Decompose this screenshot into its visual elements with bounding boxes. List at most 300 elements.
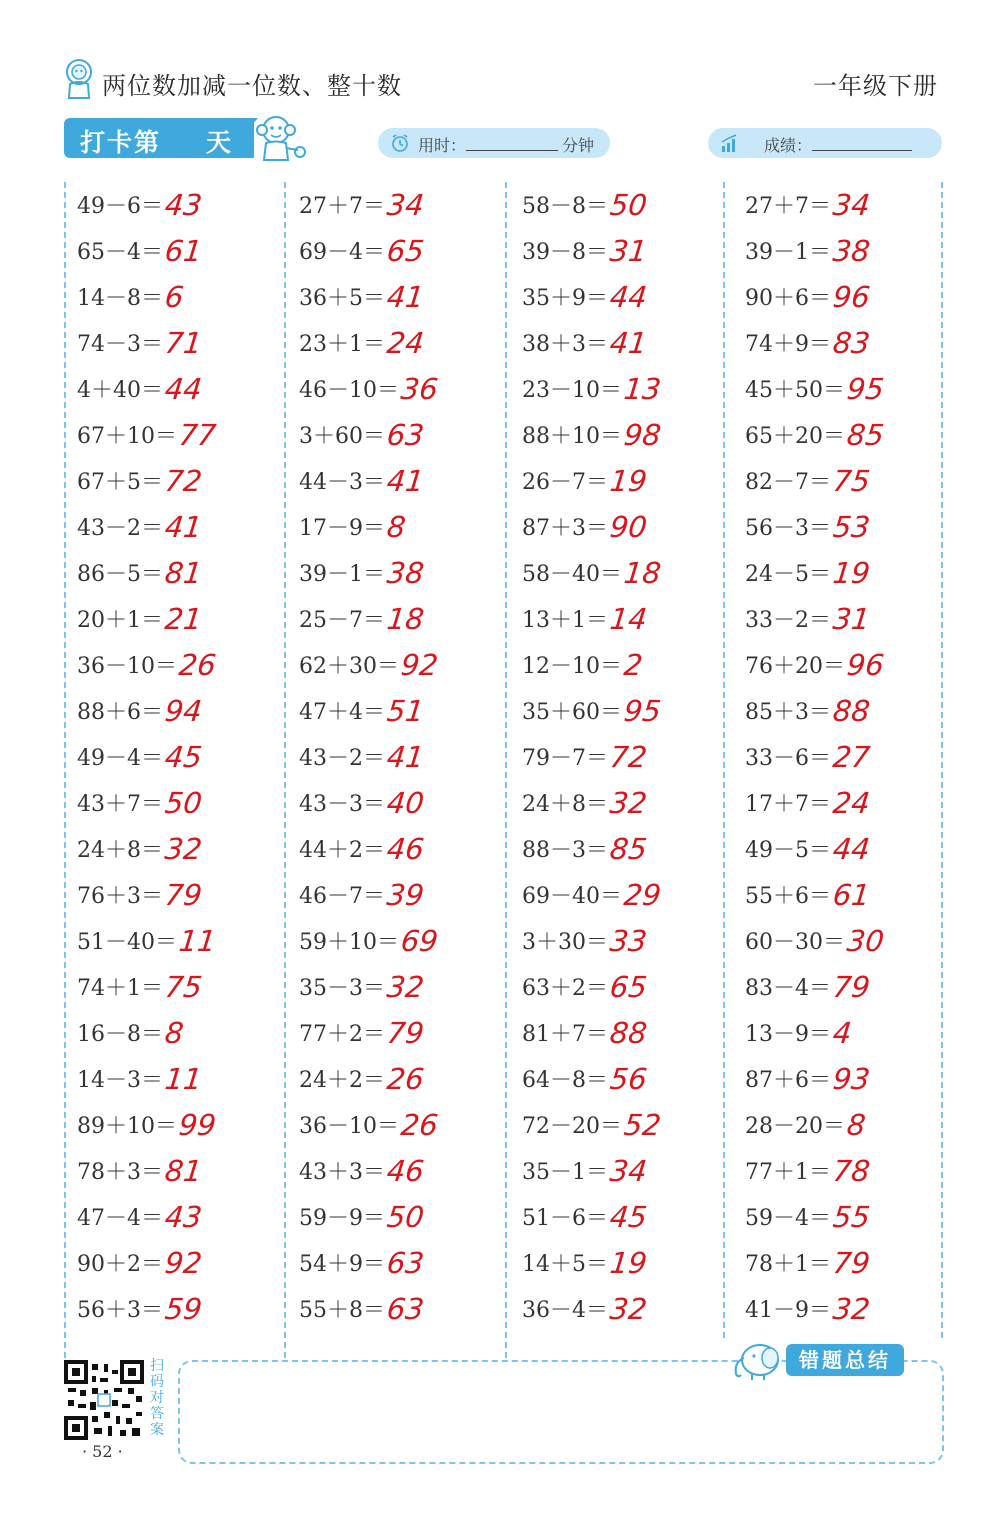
handwritten-answer[interactable]: 77: [177, 418, 218, 452]
exercise-question: 25－7＝: [299, 608, 385, 633]
handwritten-answer[interactable]: 8: [163, 1016, 186, 1050]
exercise-equation: [745, 740, 870, 774]
exercise-row: [522, 1006, 732, 1052]
exercise-equation: [745, 924, 884, 958]
handwritten-answer[interactable]: 21: [163, 602, 204, 636]
handwritten-answer[interactable]: 85: [845, 418, 886, 452]
handwritten-answer[interactable]: 34: [608, 1154, 649, 1188]
exercise-equation: [299, 832, 424, 866]
handwritten-answer[interactable]: 44: [608, 280, 649, 314]
exercise-question: 56－3＝: [745, 516, 831, 541]
exercise-question: 62＋30＝: [299, 654, 399, 679]
handwritten-answer[interactable]: 83: [831, 326, 872, 360]
exercise-row: [522, 362, 732, 408]
handwritten-answer[interactable]: 99: [177, 1108, 218, 1142]
handwritten-answer[interactable]: 79: [831, 970, 872, 1004]
exercise-question: 63＋2＝: [522, 976, 608, 1001]
exercise-equation: [745, 1154, 870, 1188]
exercise-row: [522, 454, 732, 500]
exercise-row: [745, 362, 955, 408]
exercise-row: [522, 1098, 732, 1144]
exercise-question: 4＋40＝: [77, 378, 163, 403]
handwritten-answer[interactable]: 65: [608, 970, 649, 1004]
exercise-row: [77, 316, 287, 362]
alarm-clock-icon: [390, 133, 410, 153]
exercise-question: 45＋50＝: [745, 378, 845, 403]
exercise-row: [745, 960, 955, 1006]
exercise-question: 59－4＝: [745, 1206, 831, 1231]
exercise-row: [745, 1190, 955, 1236]
exercise-question: 76＋20＝: [745, 654, 845, 679]
handwritten-answer[interactable]: 88: [608, 1016, 649, 1050]
exercise-equation: [77, 372, 202, 406]
exercise-equation: [299, 878, 424, 912]
exercise-question: 20＋1＝: [77, 608, 163, 633]
exercise-row: [522, 638, 732, 684]
exercise-question: 64－8＝: [522, 1068, 608, 1093]
exercise-question: 17－9＝: [299, 516, 385, 541]
exercise-equation: [77, 280, 186, 314]
exercise-row: [299, 730, 509, 776]
handwritten-answer[interactable]: 69: [399, 924, 440, 958]
exercise-equation: [522, 1154, 647, 1188]
exercise-equation: [299, 694, 424, 728]
exercise-equation: [299, 1154, 424, 1188]
exercise-equation: [522, 832, 647, 866]
exercise-equation: [77, 326, 202, 360]
exercise-row: [77, 1282, 287, 1328]
exercise-row: [745, 546, 955, 592]
handwritten-answer[interactable]: 38: [385, 556, 426, 590]
exercise-row: [745, 178, 955, 224]
exercise-equation: [299, 510, 408, 544]
exercise-question: 36－4＝: [522, 1298, 608, 1323]
exercise-row: [299, 1282, 509, 1328]
exercise-row: [77, 960, 287, 1006]
handwritten-answer[interactable]: 33: [608, 924, 649, 958]
exercise-row: [522, 822, 732, 868]
exercise-equation: [299, 464, 424, 498]
exercise-row: [522, 1282, 732, 1328]
handwritten-answer[interactable]: 72: [608, 740, 649, 774]
exercise-question: 51－6＝: [522, 1206, 608, 1231]
handwritten-answer[interactable]: 11: [163, 1062, 204, 1096]
exercise-row: [745, 1052, 955, 1098]
handwritten-answer[interactable]: 46: [385, 1154, 426, 1188]
handwritten-answer[interactable]: 14: [608, 602, 649, 636]
lion-mascot-icon: [62, 58, 96, 100]
checkin-day-word: 天: [206, 128, 232, 157]
handwritten-answer[interactable]: 36: [399, 372, 440, 406]
score-label: 成绩：: [764, 136, 813, 155]
handwritten-answer[interactable]: 50: [608, 188, 649, 222]
exercise-row: [745, 914, 955, 960]
exercise-row: [522, 1236, 732, 1282]
exercise-equation: [77, 740, 202, 774]
exercise-equation: [77, 1200, 202, 1234]
handwritten-answer[interactable]: 39: [385, 878, 426, 912]
exercise-question: 26－7＝: [522, 470, 608, 495]
exercise-equation: [745, 1292, 870, 1326]
column-divider: [64, 182, 66, 1358]
handwritten-answer[interactable]: 50: [163, 786, 204, 820]
handwritten-answer[interactable]: 34: [385, 188, 426, 222]
handwritten-answer[interactable]: 32: [608, 786, 649, 820]
handwritten-answer[interactable]: 32: [163, 832, 204, 866]
handwritten-answer[interactable]: 8: [385, 510, 408, 544]
exercise-equation: [77, 510, 202, 544]
exercise-question: 36－10＝: [77, 654, 177, 679]
handwritten-answer[interactable]: 41: [163, 510, 204, 544]
handwritten-answer[interactable]: 24: [385, 326, 426, 360]
exercise-question: 35＋60＝: [522, 700, 622, 725]
handwritten-answer[interactable]: 72: [163, 464, 204, 498]
exercise-row: [745, 684, 955, 730]
handwritten-answer[interactable]: 27: [831, 740, 872, 774]
handwritten-answer[interactable]: 55: [831, 1200, 872, 1234]
exercise-row: [77, 1236, 287, 1282]
handwritten-answer[interactable]: 24: [831, 786, 872, 820]
exercise-equation: [745, 694, 870, 728]
exercise-question: 83－4＝: [745, 976, 831, 1001]
exercise-row: [745, 638, 955, 684]
exercise-row: [522, 224, 732, 270]
exercise-column-4: [745, 178, 955, 1328]
exercise-row: [299, 1144, 509, 1190]
exercise-row: [299, 960, 509, 1006]
handwritten-answer[interactable]: 88: [831, 694, 872, 728]
exercise-equation: [299, 648, 438, 682]
exercise-question: 69－40＝: [522, 884, 622, 909]
exercise-row: [745, 868, 955, 914]
handwritten-answer[interactable]: 75: [163, 970, 204, 1004]
handwritten-answer[interactable]: 94: [163, 694, 204, 728]
exercise-question: 58－8＝: [522, 194, 608, 219]
exercise-row: [522, 270, 732, 316]
exercise-equation: [299, 556, 424, 590]
exercise-row: [522, 1052, 732, 1098]
handwritten-answer[interactable]: 4: [831, 1016, 854, 1050]
exercise-equation: [745, 1246, 870, 1280]
handwritten-answer[interactable]: 8: [845, 1108, 868, 1142]
exercise-row: [77, 270, 287, 316]
exercise-equation: [77, 694, 202, 728]
exercise-row: [299, 592, 509, 638]
exercise-question: 60－30＝: [745, 930, 845, 955]
exercise-equation: [522, 1292, 647, 1326]
handwritten-answer[interactable]: 92: [163, 1246, 204, 1280]
handwritten-answer[interactable]: 44: [831, 832, 872, 866]
handwritten-answer[interactable]: 32: [831, 1292, 872, 1326]
time-field: [378, 128, 610, 158]
handwritten-answer[interactable]: 32: [385, 970, 426, 1004]
exercise-equation: [77, 1062, 202, 1096]
handwritten-answer[interactable]: 18: [385, 602, 426, 636]
exercise-question: 33－6＝: [745, 746, 831, 771]
handwritten-answer[interactable]: 45: [608, 1200, 649, 1234]
handwritten-answer[interactable]: 18: [622, 556, 663, 590]
handwritten-answer[interactable]: 85: [608, 832, 649, 866]
handwritten-answer[interactable]: 11: [177, 924, 218, 958]
exercise-row: [77, 1006, 287, 1052]
handwritten-answer[interactable]: 56: [608, 1062, 649, 1096]
exercise-question: 59－9＝: [299, 1206, 385, 1231]
exercise-row: [522, 546, 732, 592]
exercise-row: [77, 914, 287, 960]
exercise-equation: [745, 556, 870, 590]
exercise-equation: [522, 1016, 647, 1050]
handwritten-answer[interactable]: 92: [399, 648, 440, 682]
handwritten-answer[interactable]: 95: [845, 372, 886, 406]
handwritten-answer[interactable]: 63: [385, 1246, 426, 1280]
handwritten-answer[interactable]: 32: [608, 1292, 649, 1326]
handwritten-answer[interactable]: 41: [385, 740, 426, 774]
exercise-equation: [77, 1154, 202, 1188]
handwritten-answer[interactable]: 44: [163, 372, 204, 406]
exercise-equation: [745, 418, 884, 452]
handwritten-answer[interactable]: 26: [399, 1108, 440, 1142]
handwritten-answer[interactable]: 41: [385, 280, 426, 314]
exercise-equation: [77, 234, 202, 268]
handwritten-answer[interactable]: 79: [385, 1016, 426, 1050]
exercise-question: 67＋5＝: [77, 470, 163, 495]
score-blank[interactable]: [812, 150, 912, 151]
exercise-question: 13－9＝: [745, 1022, 831, 1047]
handwritten-answer[interactable]: 19: [831, 556, 872, 590]
exercise-question: 49－4＝: [77, 746, 163, 771]
exercise-row: [77, 1098, 287, 1144]
exercise-equation: [745, 1016, 854, 1050]
handwritten-answer[interactable]: 59: [163, 1292, 204, 1326]
exercise-equation: [77, 1016, 186, 1050]
exercise-equation: [745, 832, 870, 866]
exercise-equation: [522, 602, 647, 636]
handwritten-answer[interactable]: 63: [385, 1292, 426, 1326]
exercise-equation: [522, 1246, 647, 1280]
handwritten-answer[interactable]: 30: [845, 924, 886, 958]
exercise-row: [299, 638, 509, 684]
exercise-question: 85＋3＝: [745, 700, 831, 725]
exercise-question: 3＋60＝: [299, 424, 385, 449]
exercise-row: [299, 500, 509, 546]
exercise-equation: [299, 924, 438, 958]
exercise-equation: [745, 1062, 870, 1096]
exercise-row: [299, 408, 509, 454]
handwritten-answer[interactable]: 13: [622, 372, 663, 406]
exercise-question: 35－1＝: [522, 1160, 608, 1185]
handwritten-answer[interactable]: 96: [831, 280, 872, 314]
handwritten-answer[interactable]: 34: [831, 188, 872, 222]
handwritten-answer[interactable]: 61: [831, 878, 872, 912]
exercise-row: [522, 500, 732, 546]
exercise-question: 14－8＝: [77, 286, 163, 311]
exercise-equation: [299, 234, 424, 268]
handwritten-answer[interactable]: 78: [831, 1154, 872, 1188]
exercise-question: 65－4＝: [77, 240, 163, 265]
exercise-question: 16－8＝: [77, 1022, 163, 1047]
handwritten-answer[interactable]: 46: [385, 832, 426, 866]
exercise-question: 56＋3＝: [77, 1298, 163, 1323]
exercise-row: [745, 500, 955, 546]
exercise-equation: [522, 280, 647, 314]
exercise-row: [522, 914, 732, 960]
handwritten-answer[interactable]: 31: [831, 602, 872, 636]
exercise-question: 13＋1＝: [522, 608, 608, 633]
exercise-row: [745, 316, 955, 362]
exercise-question: 72－20＝: [522, 1114, 622, 1139]
handwritten-answer[interactable]: 95: [622, 694, 663, 728]
bar-chart-icon: [720, 133, 740, 153]
exercise-equation: [77, 1108, 216, 1142]
time-blank[interactable]: [466, 150, 558, 151]
exercise-question: 24＋8＝: [77, 838, 163, 863]
exercise-row: [522, 730, 732, 776]
checkin-label: 打卡第: [80, 128, 162, 157]
monkey-mascot-icon: [252, 112, 312, 166]
exercise-equation: [77, 924, 216, 958]
exercise-row: [299, 224, 509, 270]
exercise-equation: [522, 878, 661, 912]
exercise-row: [745, 1282, 955, 1328]
handwritten-answer[interactable]: 41: [608, 326, 649, 360]
exercise-equation: [299, 1246, 424, 1280]
exercise-equation: [299, 1292, 424, 1326]
exercise-equation: [299, 602, 424, 636]
handwritten-answer[interactable]: 38: [831, 234, 872, 268]
handwritten-answer[interactable]: 26: [177, 648, 218, 682]
exercise-equation: [745, 1108, 868, 1142]
handwritten-answer[interactable]: 96: [845, 648, 886, 682]
handwritten-answer[interactable]: 40: [385, 786, 426, 820]
exercise-row: [77, 178, 287, 224]
handwritten-answer[interactable]: 65: [385, 234, 426, 268]
qr-code-icon[interactable]: [64, 1360, 144, 1440]
exercise-question: 36－10＝: [299, 1114, 399, 1139]
handwritten-answer[interactable]: 63: [385, 418, 426, 452]
exercise-equation: [299, 372, 438, 406]
exercise-row: [745, 776, 955, 822]
exercise-equation: [522, 1200, 647, 1234]
exercise-equation: [522, 786, 647, 820]
mistake-summary-label: 错题总结: [786, 1344, 904, 1376]
exercise-question: 27＋7＝: [745, 194, 831, 219]
exercise-equation: [745, 510, 870, 544]
exercise-column-3: [522, 178, 732, 1328]
handwritten-answer[interactable]: 61: [163, 234, 204, 268]
handwritten-answer[interactable]: 81: [163, 556, 204, 590]
exercise-equation: [745, 970, 870, 1004]
handwritten-answer[interactable]: 2: [622, 648, 645, 682]
exercise-row: [299, 822, 509, 868]
exercise-equation: [745, 188, 870, 222]
exercise-equation: [522, 234, 647, 268]
handwritten-answer[interactable]: 6: [163, 280, 186, 314]
exercise-row: [299, 776, 509, 822]
exercise-equation: [522, 924, 647, 958]
exercise-row: [77, 592, 287, 638]
exercise-question: 24＋8＝: [522, 792, 608, 817]
handwritten-answer[interactable]: 26: [385, 1062, 426, 1096]
exercise-row: [77, 868, 287, 914]
exercise-question: 74＋9＝: [745, 332, 831, 357]
exercise-row: [745, 1098, 955, 1144]
handwritten-answer[interactable]: 75: [831, 464, 872, 498]
handwritten-answer[interactable]: 29: [622, 878, 663, 912]
exercise-question: 76＋3＝: [77, 884, 163, 909]
exercise-equation: [745, 464, 870, 498]
exercise-equation: [522, 740, 647, 774]
exercise-question: 43＋3＝: [299, 1160, 385, 1185]
exercise-row: [522, 684, 732, 730]
page-number: · 52 ·: [82, 1442, 123, 1461]
exercise-row: [77, 776, 287, 822]
exercise-question: 67＋10＝: [77, 424, 177, 449]
exercise-row: [522, 178, 732, 224]
handwritten-answer[interactable]: 71: [163, 326, 204, 360]
handwritten-answer[interactable]: 31: [608, 234, 649, 268]
exercise-equation: [299, 326, 424, 360]
exercise-question: 43－2＝: [77, 516, 163, 541]
exercise-question: 74－3＝: [77, 332, 163, 357]
exercise-row: [77, 454, 287, 500]
exercise-equation: [522, 510, 647, 544]
exercise-row: [299, 1190, 509, 1236]
exercise-equation: [522, 188, 647, 222]
handwritten-answer[interactable]: 53: [831, 510, 872, 544]
handwritten-answer[interactable]: 45: [163, 740, 204, 774]
exercise-row: [299, 684, 509, 730]
exercise-question: 46－7＝: [299, 884, 385, 909]
exercise-question: 55＋8＝: [299, 1298, 385, 1323]
handwritten-answer[interactable]: 81: [163, 1154, 204, 1188]
exercise-equation: [77, 1246, 202, 1280]
exercise-row: [77, 1144, 287, 1190]
exercise-row: [299, 316, 509, 362]
exercise-question: 77＋1＝: [745, 1160, 831, 1185]
exercise-row: [745, 408, 955, 454]
exercise-question: 79－7＝: [522, 746, 608, 771]
handwritten-answer[interactable]: 51: [385, 694, 426, 728]
handwritten-answer[interactable]: 79: [831, 1246, 872, 1280]
handwritten-answer[interactable]: 79: [163, 878, 204, 912]
exercise-equation: [77, 970, 202, 1004]
handwritten-answer[interactable]: 43: [163, 188, 204, 222]
exercise-question: 44－3＝: [299, 470, 385, 495]
handwritten-answer[interactable]: 93: [831, 1062, 872, 1096]
exercise-question: 28－20＝: [745, 1114, 845, 1139]
handwritten-answer[interactable]: 52: [622, 1108, 663, 1142]
handwritten-answer[interactable]: 90: [608, 510, 649, 544]
handwritten-answer[interactable]: 98: [622, 418, 663, 452]
exercise-equation: [745, 786, 870, 820]
exercise-row: [522, 776, 732, 822]
exercise-equation: [77, 1292, 202, 1326]
handwritten-answer[interactable]: 41: [385, 464, 426, 498]
exercise-equation: [522, 694, 661, 728]
exercise-row: [77, 1052, 287, 1098]
exercise-row: [299, 546, 509, 592]
handwritten-answer[interactable]: 19: [608, 464, 649, 498]
exercise-row: [745, 1236, 955, 1282]
exercise-question: 49－6＝: [77, 194, 163, 219]
exercise-row: [77, 500, 287, 546]
handwritten-answer[interactable]: 43: [163, 1200, 204, 1234]
handwritten-answer[interactable]: 19: [608, 1246, 649, 1280]
handwritten-answer[interactable]: 50: [385, 1200, 426, 1234]
exercise-column-2: [299, 178, 509, 1328]
exercise-equation: [745, 234, 870, 268]
exercise-row: [745, 1006, 955, 1052]
